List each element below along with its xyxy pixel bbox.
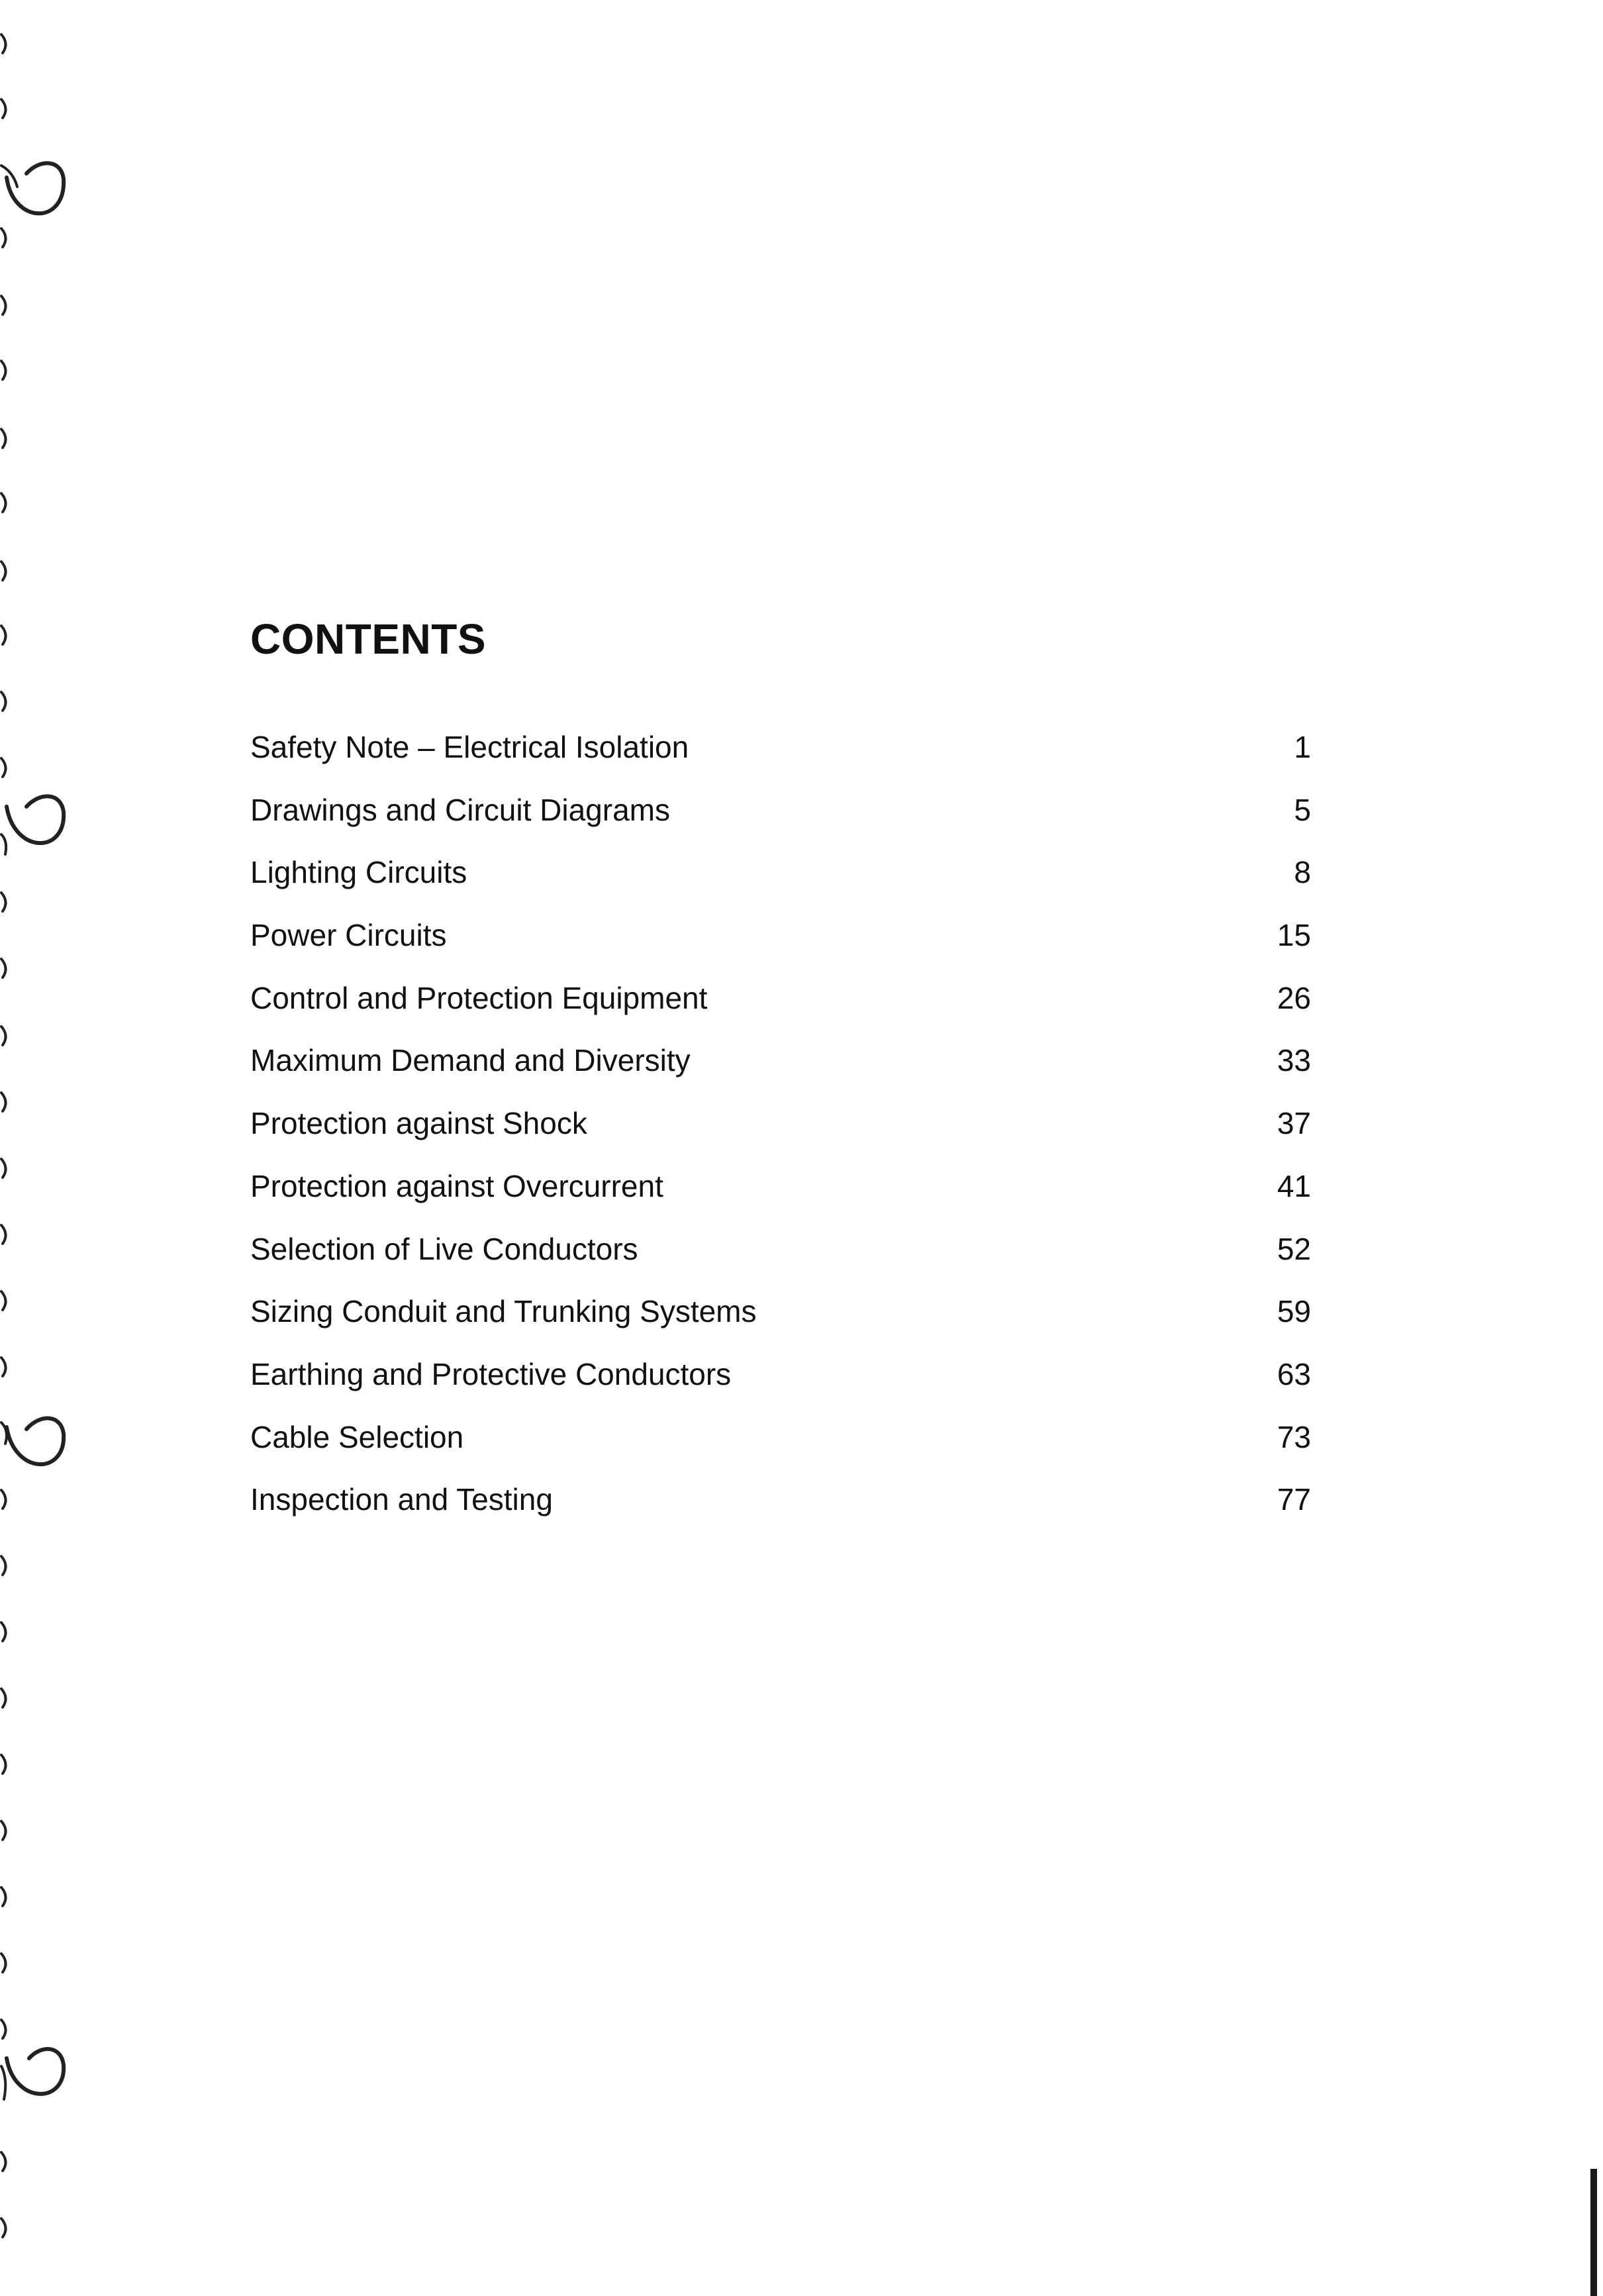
toc-entry[interactable] — [250, 1479, 1311, 1542]
toc-entry-title: Earthing and Protective Conductors — [250, 1356, 732, 1391]
toc-entry-title: Lighting Circuits — [250, 855, 467, 890]
page-edge-mark — [1590, 2169, 1597, 2296]
toc-entry-title: Drawings and Circuit Diagrams — [250, 792, 670, 827]
toc-entry[interactable] — [250, 852, 1311, 915]
toc-entry[interactable] — [250, 915, 1311, 978]
toc-entry-page: 41 — [1277, 1168, 1311, 1203]
toc-entry-page: 33 — [1277, 1043, 1311, 1078]
toc-entry[interactable] — [250, 1354, 1311, 1417]
toc-entry-page: 59 — [1277, 1294, 1311, 1329]
table-of-contents — [250, 727, 1311, 1542]
toc-entry-title: Inspection and Testing — [250, 1482, 553, 1517]
toc-entry[interactable] — [250, 790, 1311, 853]
toc-entry-page: 5 — [1294, 792, 1311, 827]
toc-entry[interactable] — [250, 727, 1311, 790]
toc-entry-title: Protection against Shock — [250, 1106, 587, 1141]
toc-entry-page: 63 — [1277, 1356, 1311, 1391]
toc-entry-title: Protection against Overcurrent — [250, 1168, 663, 1203]
toc-entry[interactable] — [250, 1291, 1311, 1354]
toc-entry-page: 37 — [1277, 1106, 1311, 1141]
toc-entry-page: 8 — [1294, 855, 1311, 890]
toc-entry-title: Selection of Live Conductors — [250, 1231, 638, 1266]
toc-entry-page: 15 — [1277, 918, 1311, 953]
toc-entry-title: Control and Protection Equipment — [250, 980, 708, 1015]
toc-entry[interactable] — [250, 1166, 1311, 1229]
toc-entry[interactable] — [250, 978, 1311, 1041]
toc-entry-page: 26 — [1277, 980, 1311, 1015]
toc-entry[interactable] — [250, 1417, 1311, 1480]
toc-entry-title: Sizing Conduit and Trunking Systems — [250, 1294, 757, 1329]
toc-entry-page: 73 — [1277, 1419, 1311, 1454]
page-title: CONTENTS — [250, 615, 486, 663]
toc-entry[interactable] — [250, 1040, 1311, 1103]
toc-entry-page: 1 — [1294, 730, 1311, 764]
toc-entry[interactable] — [250, 1103, 1311, 1166]
toc-entry[interactable] — [250, 1229, 1311, 1292]
binding-holes — [0, 0, 79, 2296]
toc-entry-page: 77 — [1277, 1482, 1311, 1517]
toc-entry-title: Cable Selection — [250, 1419, 464, 1454]
toc-entry-title: Maximum Demand and Diversity — [250, 1043, 691, 1078]
toc-entry-page: 52 — [1277, 1231, 1311, 1266]
toc-entry-title: Safety Note – Electrical Isolation — [250, 730, 689, 764]
toc-entry-title: Power Circuits — [250, 918, 447, 953]
